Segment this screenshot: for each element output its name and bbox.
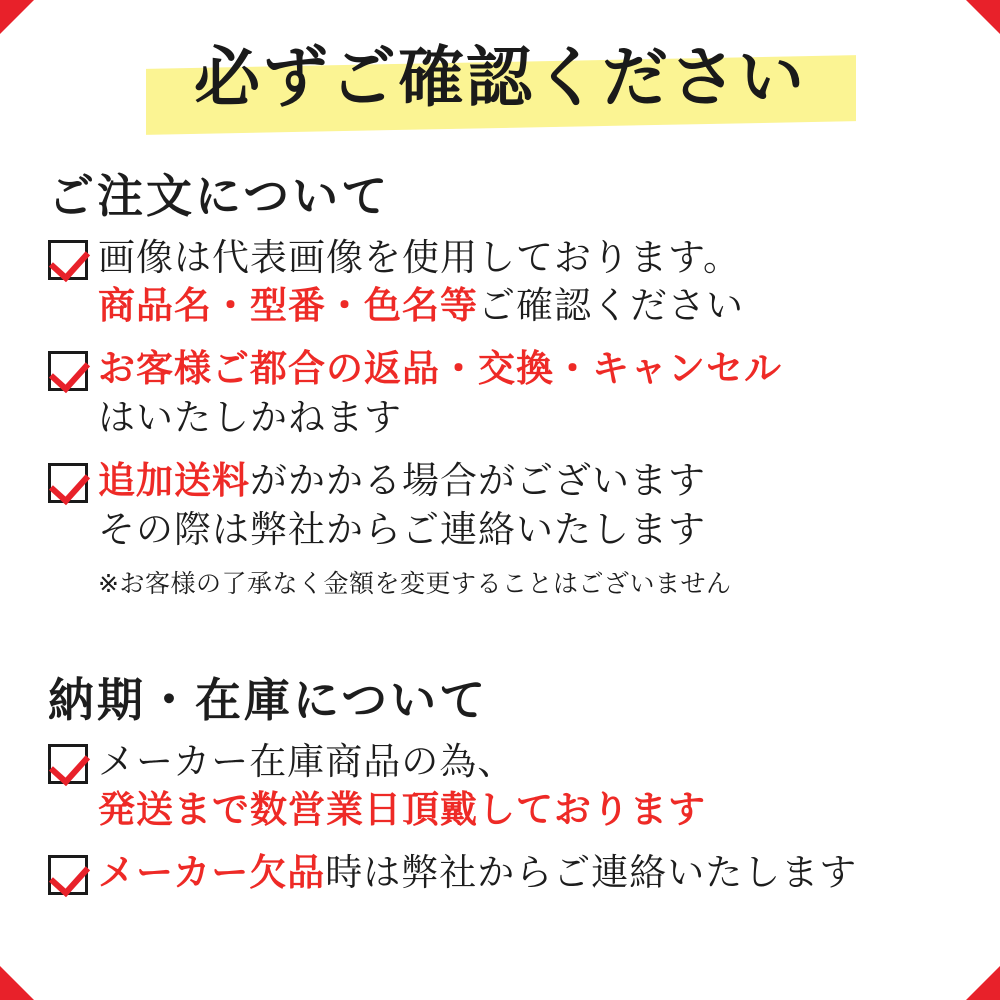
emphasis-text: 追加送料: [98, 458, 250, 502]
list-item-line-rest: がかかる場合がございます: [250, 458, 706, 502]
checkmark-icon: [48, 855, 88, 895]
checkmark-icon: [48, 240, 88, 280]
page-title: [0, 39, 1000, 116]
title-text: 必ずご確認ください: [194, 39, 806, 116]
list-item-text: [98, 234, 968, 332]
list-item-line: 画像は代表画像を使用しております。: [98, 235, 742, 279]
checkmark-icon: [48, 463, 88, 503]
list-item-line: 発送まで数営業日頂戴しております: [98, 788, 706, 832]
section-heading-order: ご注文について: [48, 169, 391, 223]
emphasis-text: 商品名・型番・色名等: [98, 284, 478, 328]
list-item-line: [98, 282, 968, 331]
list-item: [48, 849, 968, 898]
list-item-line: お客様ご都合の返品・交換・キャンセル: [98, 347, 782, 391]
section-order: [48, 168, 968, 600]
list-item-text: [98, 345, 968, 443]
list-item-line: [98, 849, 968, 898]
list-item: [48, 457, 968, 555]
checkmark-icon: [48, 351, 88, 391]
list-item-text: [98, 849, 968, 898]
list-item-text: [98, 457, 968, 555]
section-heading-delivery: 納期・在庫について: [48, 673, 489, 727]
footnote: ※お客様の了承なく金額を変更することはございません: [98, 569, 732, 599]
list-item: [48, 234, 968, 332]
checkmark-icon: [48, 744, 88, 784]
list-item-line-rest: ご確認ください: [478, 284, 744, 328]
list-item-text: [98, 738, 968, 836]
list-item-line: はいたしかねます: [98, 395, 402, 439]
list-item: [48, 738, 968, 836]
section-delivery: [48, 672, 968, 912]
list-item-line: メーカー在庫商品の為、: [98, 739, 516, 783]
emphasis-text: メーカー欠品: [98, 851, 326, 895]
list-item: [48, 345, 968, 443]
list-item-line: [98, 457, 968, 506]
list-item-line-rest: 時は弊社からご連絡いたします: [325, 851, 858, 895]
list-item-line: その際は弊社からご連絡いたします: [98, 507, 706, 551]
